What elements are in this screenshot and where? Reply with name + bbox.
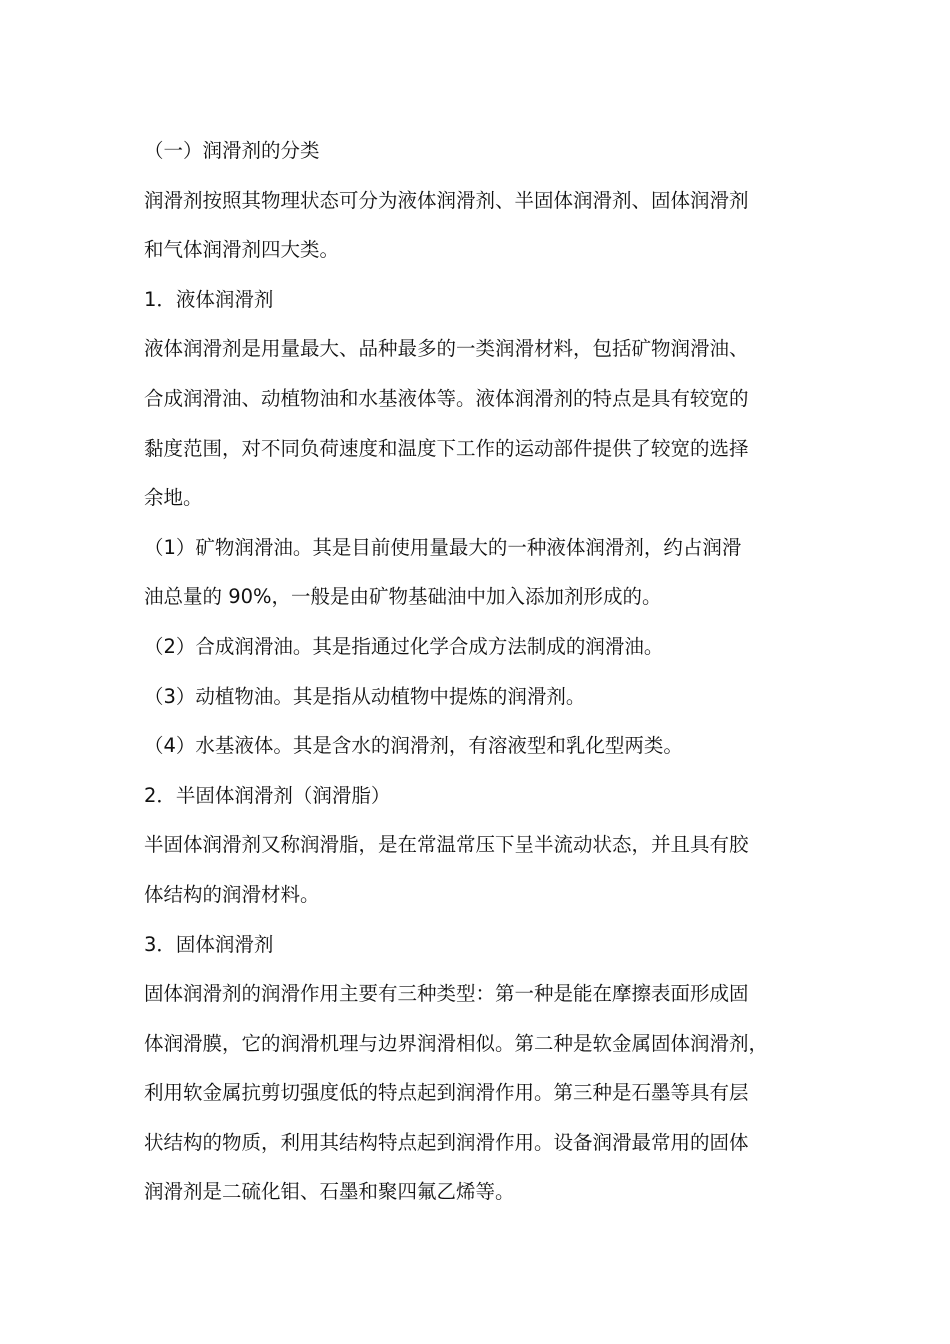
paragraph-line: 体润滑膜，它的润滑机理与边界润滑相似。第二种是软金属固体润滑剂， (144, 1031, 769, 1055)
section-heading-classification: （一）润滑剂的分类 (144, 139, 320, 162)
subheading-solid-lubricants: 3．固体润滑剂 (144, 932, 274, 956)
list-item-animal-vegetable-oil: （3）动植物油。其是指从动植物中提炼的润滑剂。 (144, 684, 586, 708)
list-item-mineral-oil: （1）矿物润滑油。其是目前使用量最大的一种液体润滑剂，约占润滑 (144, 535, 742, 559)
paragraph-line: 体结构的润滑材料。 (144, 882, 320, 906)
list-item-water-based-fluid: （4）水基液体。其是含水的润滑剂，有溶液型和乳化型两类。 (144, 734, 683, 758)
paragraph-line: 液体润滑剂是用量最大、品种最多的一类润滑材料，包括矿物润滑油、 (144, 337, 749, 361)
paragraph-line: 和气体润滑剂四大类。 (144, 238, 340, 262)
paragraph-line: 润滑剂按照其物理状态可分为液体润滑剂、半固体润滑剂、固体润滑剂 (144, 188, 749, 212)
paragraph-line: 半固体润滑剂又称润滑脂，是在常温常压下呈半流动状态，并且具有胶 (144, 833, 749, 857)
list-item-synthetic-oil: （2）合成润滑油。其是指通过化学合成方法制成的润滑油。 (144, 634, 664, 658)
paragraph-line: 合成润滑油、动植物油和水基液体等。液体润滑剂的特点是具有较宽的 (144, 386, 749, 410)
subheading-liquid-lubricants: 1．液体润滑剂 (144, 287, 274, 311)
paragraph-line: 黏度范围，对不同负荷速度和温度下工作的运动部件提供了较宽的选择 (144, 436, 749, 460)
paragraph-line: 油总量的 90%，一般是由矿物基础油中加入添加剂形成的。 (144, 585, 662, 609)
paragraph-line: 余地。 (144, 486, 203, 510)
paragraph-line: 状结构的物质，利用其结构特点起到润滑作用。设备润滑最常用的固体 (144, 1130, 749, 1154)
paragraph-line: 固体润滑剂的润滑作用主要有三种类型：第一种是能在摩擦表面形成固 (144, 982, 749, 1006)
paragraph-line: 利用软金属抗剪切强度低的特点起到润滑作用。第三种是石墨等具有层 (144, 1081, 749, 1105)
paragraph-line: 润滑剂是二硫化钼、石墨和聚四氟乙烯等。 (144, 1180, 515, 1204)
subheading-semi-solid-lubricants: 2．半固体润滑剂（润滑脂） (144, 783, 391, 807)
document-body (144, 126, 824, 1217)
